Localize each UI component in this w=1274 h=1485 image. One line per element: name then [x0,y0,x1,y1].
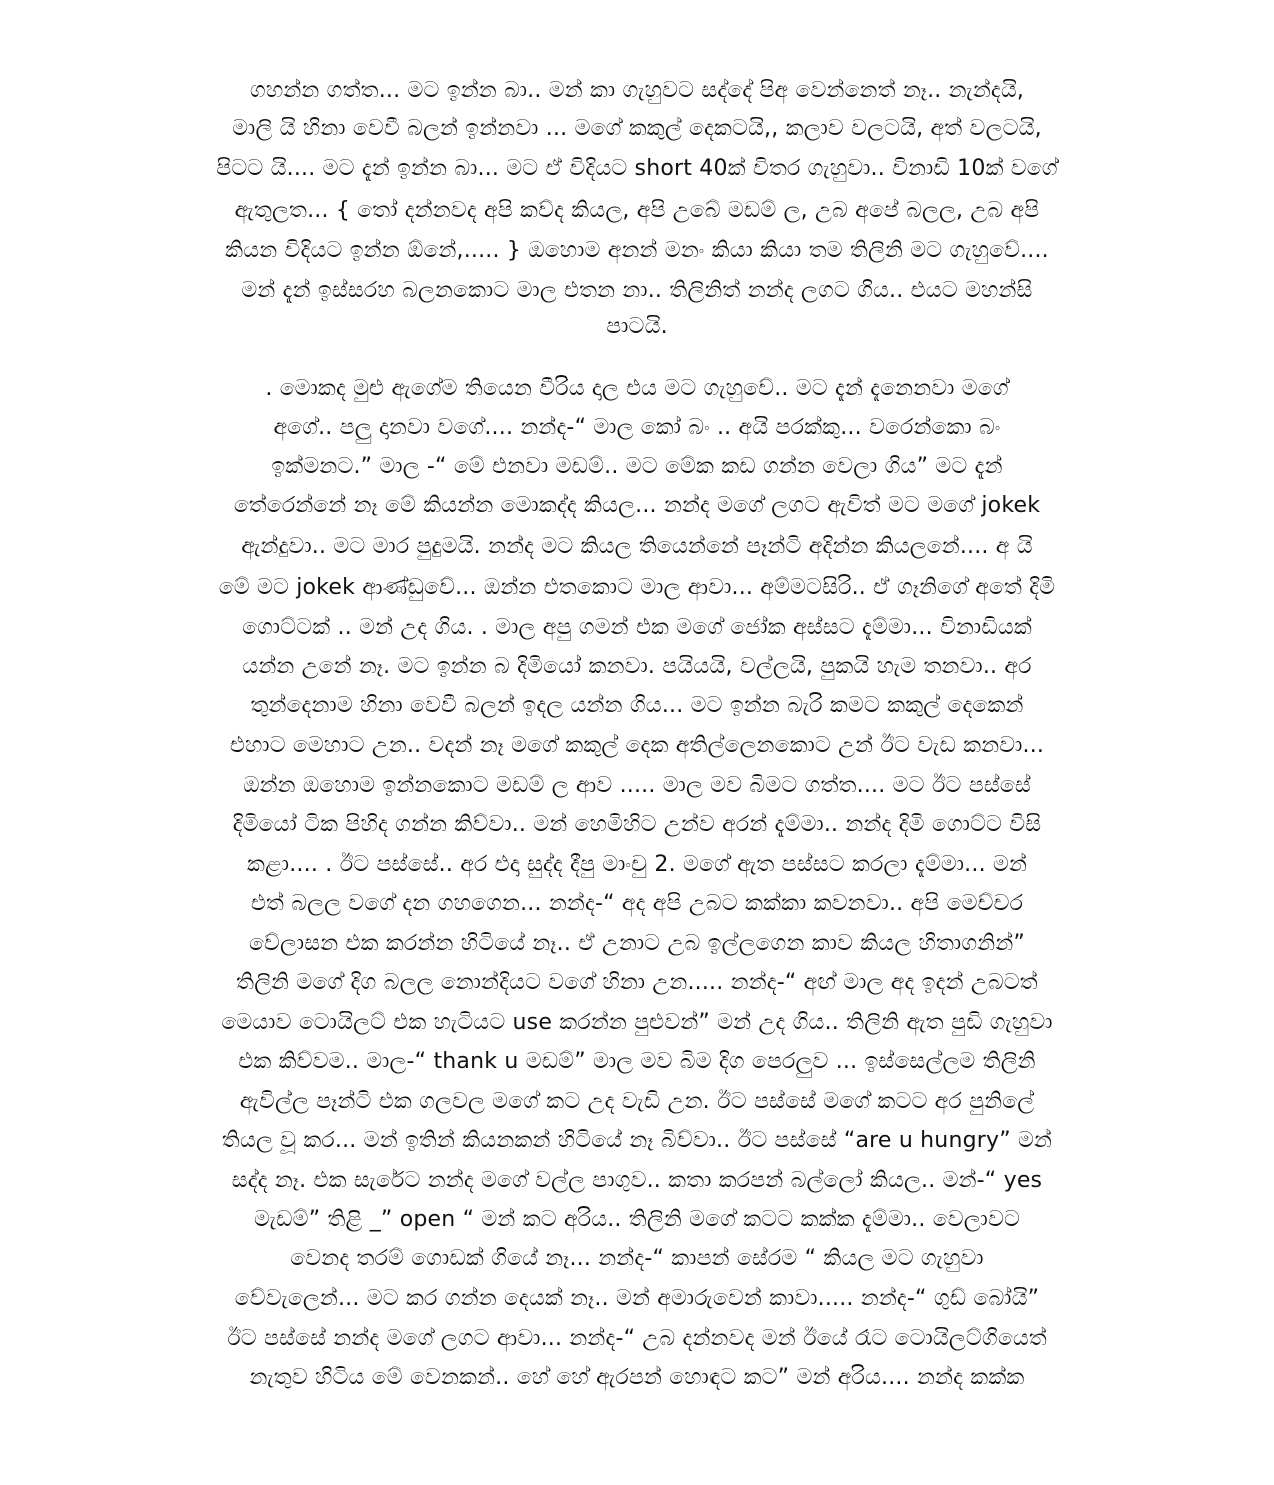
text-line: යන්න උනේ නෑ. මට ඉන්න බ දිමියෝ කනවා. පයියයි, වල්ලයි, පුකයි හැම තනවා.. අර [242,654,1032,679]
text-line: ඊට පස්සේ නන්ද මගේ ලගට ආවා... නන්ද-“ උබ දන්නවද මන් ඊයේ රෑට ටොයිලට්ගියෙත් [227,1326,1047,1351]
text-line: ඇන්දුවා.. මට මාර පුදුමයි. නන්ද මට කියල තියෙන්නේ පෑන්ටි අදින්න කියලනේ.... අ යි [241,534,1033,559]
text-line: වේවැලෙන්... මට කර ගන්න දෙයක් නෑ.. මන් අමාරුවෙන් කාවා..... නන්ද-“ ගුඩ් බෝයි” [234,1286,1040,1311]
text-line: දිමියෝ ටික පිහිද ගන්න කිව්වා.. මන් හෙමිහිට උන්ව අරන් දැම්මා.. නන්ද දිමි ගොට්ට විසි [232,812,1042,837]
text-line: එක කිව්වම.. මාල-“ thank u මඩම්” මාල මව බිම දිග පෙරලුව ... ඉස්සෙල්ලම තිලිනි [238,1049,1036,1074]
text-line: එත් බලල වගේ දන ගහගෙන... නන්ද-“ අද අපි උබට කක්කා කවනවා.. අපි මෙච්චර [250,891,1024,916]
text-line: තේරෙන්නේ නෑ මේ කියන්න මොකද්ද කියල... නන්ද මගේ ලගට ඇවිත් මට මගේ jokek [233,493,1041,518]
text-line: මෙයාව ටොයිලට් එක හැටියට use කරන්න පුළුවන්” මන් උද ගිය.. තිලිනි ඇත පුඩි ගැහුවා [221,1010,1053,1035]
text-line: නැතුව හිටිය මේ වෙනකන්.. හේ හේ ඇරපන් හොඳට කට” මන් අරිය.... නන්ද කක්ක [249,1365,1025,1390]
text-line: තියල වූ කර... මන් ඉතින් කියනකන් හිටියේ නෑ බිව්වා.. ඊට පස්සේ “are u hungry” මන් [221,1128,1053,1153]
text-line: ගහන්න ගත්ත... මට ඉන්න බා.. මන් කා ගැහුවට සද්දේ පිඅ වෙන්නෙත් නෑ.. නැන්දයි, [249,78,1025,103]
text-line: ඉක්මනට.” මාල -“ මේ එනවා මඩම්.. මට මේක කඩ ගන්න වෙලා ගිය” මට දැන් [271,454,1003,479]
text-line: මැඩම්” තිළි _” open “ මන් කට අරිය.. තිලිනි මගේ කටට කක්ක දැම්මා.. වෙලාවට [254,1207,1020,1232]
text-line: ගොට්ටක් .. මන් උද ගිය. . මාල අපු ගමන් එක මගේ ජෝක අස්සට දැම්මා... විනාඩියක් [242,615,1032,640]
text-line: වේලාසන එක කරන්න හිටියේ නෑ.. ඒ උනාට උබ ඉල්ලගෙන කාව කියල හිතාගනින්” [248,931,1025,956]
text-line: කළා.... . ඊට පස්සේ.. අර එදා සුද්ද දීපු මාංචු 2. මගේ ඇත පස්සට කරලා දැම්මා... මන් [246,852,1028,877]
text-line: කියන විදියට ඉන්න ඕනේ,..... } ඔහොම අනන් මනං කියා කියා තම තිලිනි මට ගැහුවේ.... [225,238,1049,263]
text-line: වෙනද තරම් ගොඩක් ගියේ නෑ... නන්ද-“ කාපන් සේරම “ කියල මට ගැහුවා [290,1246,984,1271]
text-line: ඇතුලත... { තෝ දන්නවද අපි කව්ද කියල, අපි උබේ මඩම් ල, උබ අපේ බලල, උබ අපි [234,198,1040,223]
text-line: ඔන්න ඔහොම ඉන්නකොට මඩම් ල ආව ..... මාල මව බිමට ගත්ත.... මට ඊට පස්සේ [243,773,1031,798]
text-line: පිටට යි.... මට දැන් ඉන්න බා... මට ඒ විදියට short 40ක් විතර ගැහුවා.. විනාඩි 10ක් වගේ [216,156,1058,181]
text-line: අගේ.. පලු දානවා වගේ.... නන්ද-“ මාල කෝ බං .. අයි පරක්කු... වරෙන්කො බං [273,415,1001,440]
text-line: එහාට මෙහාට උන.. වදන් නෑ මගේ කකුල් දෙක අතිල්ලෙනකොට උන් ඊට වැඩ කනවා... [229,733,1045,758]
text-line: පාටයි. [606,314,668,339]
text-line: මාලි යි හිනා වෙවී බලන් ඉන්නවා ... මගේ කකුල් දෙකටයි,, කලාව වලටයි, අත් වලටයි, [232,116,1042,141]
text-line: සද්ද නෑ. එක සැරේට නන්ද මගේ වල්ල පාගුව.. කතා කරපන් බල්ලෝ කියල.. මන්-“ yes [231,1168,1043,1193]
text-line: . මොකද මුළු ඇගේම තියෙන වීරිය දාල එය මට ගැහුවේ.. මට දැන් දැනෙනවා මගේ [265,376,1009,401]
text-line: තිලිනි මගේ දිග බලල නොන්දියට වගේ හිනා උන..... නන්ද-“ අඟ් මාල අද ඉදන් උබටත් [236,970,1038,995]
text-line: මේ මට jokek ආණ්ඩුවේ... ඔන්න එතකොට මාල ආවා... අම්මටසිරි.. ඒ ගෑනිගේ අතේ දිමි [218,575,1056,600]
text-line: ඇවිල්ල පෑන්ටි එක ගලවල මගේ කට උද වැඩි උන. ඊට පස්සේ මගේ කටට අර පුනිලේ [239,1089,1035,1114]
text-line: මන් දැන් ඉස්සරහ බලනකොට මාල එතන නා.. තිලිනිත් නන්ද ලගට ගිය.. එයට මහන්සි [241,278,1033,303]
text-line: තුන්දෙනාම හිනා වෙවී බලන් ඉදල යන්න ගිය... මට ඉන්න බැරි කමට කකුල් දෙකෙන් [250,693,1024,718]
